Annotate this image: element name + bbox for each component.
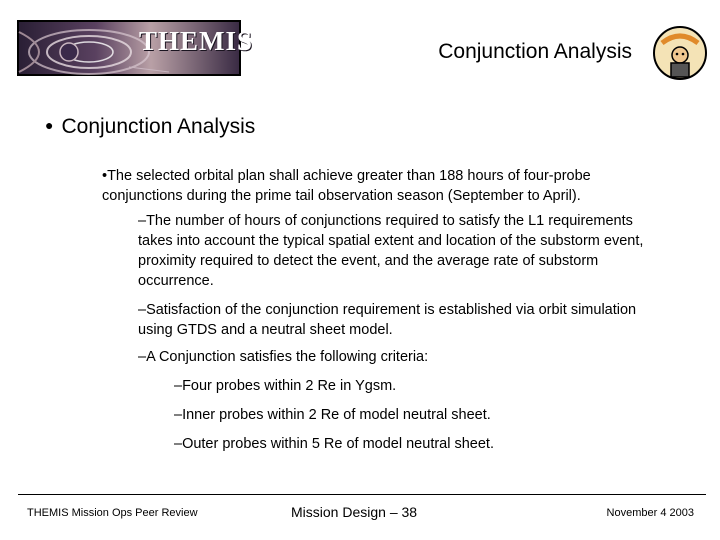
bullet-dot-icon: ● bbox=[45, 117, 54, 133]
footer-left: THEMIS Mission Ops Peer Review bbox=[27, 507, 198, 519]
footer-center: Mission Design – 38 bbox=[291, 504, 418, 520]
footer-right: November 4 2003 bbox=[606, 507, 694, 519]
criteria-item-3: –Outer probes within 5 Re of model neutral sheet. bbox=[174, 436, 494, 452]
main-bullet bbox=[45, 115, 255, 139]
criteria-item-2: –Inner probes within 2 Re of model neutral sheet. bbox=[174, 407, 491, 423]
themis-logo bbox=[17, 20, 254, 76]
main-bullet-text: Conjunction Analysis bbox=[61, 115, 256, 138]
sub-item-1-text: –The number of hours of conjunctions required to satisfy the L1 requirements takes into account the typical spatial extent and location of the substorm event, proximity required to detect the event, and the average rate of substorm occurrence. bbox=[138, 213, 644, 289]
themis-mascot-icon bbox=[652, 25, 708, 81]
criteria-item-1: –Four probes within 2 Re in Ygsm. bbox=[174, 378, 397, 394]
sub-item-2-text: –Satisfaction of the conjunction requirement is established via orbit simulation using GTDS and a neutral sheet model. bbox=[138, 302, 637, 338]
logo-text: THEMIS bbox=[139, 26, 254, 56]
footer-divider bbox=[18, 494, 706, 495]
header-title: Conjunction Analysis bbox=[438, 40, 632, 63]
item-1-text: •The selected orbital plan shall achieve greater than 188 hours of four-probe conjunctions during the prime tail observation season (September to April). bbox=[102, 168, 591, 204]
sub-item-3-text: –A Conjunction satisfies the following criteria: bbox=[138, 349, 429, 365]
